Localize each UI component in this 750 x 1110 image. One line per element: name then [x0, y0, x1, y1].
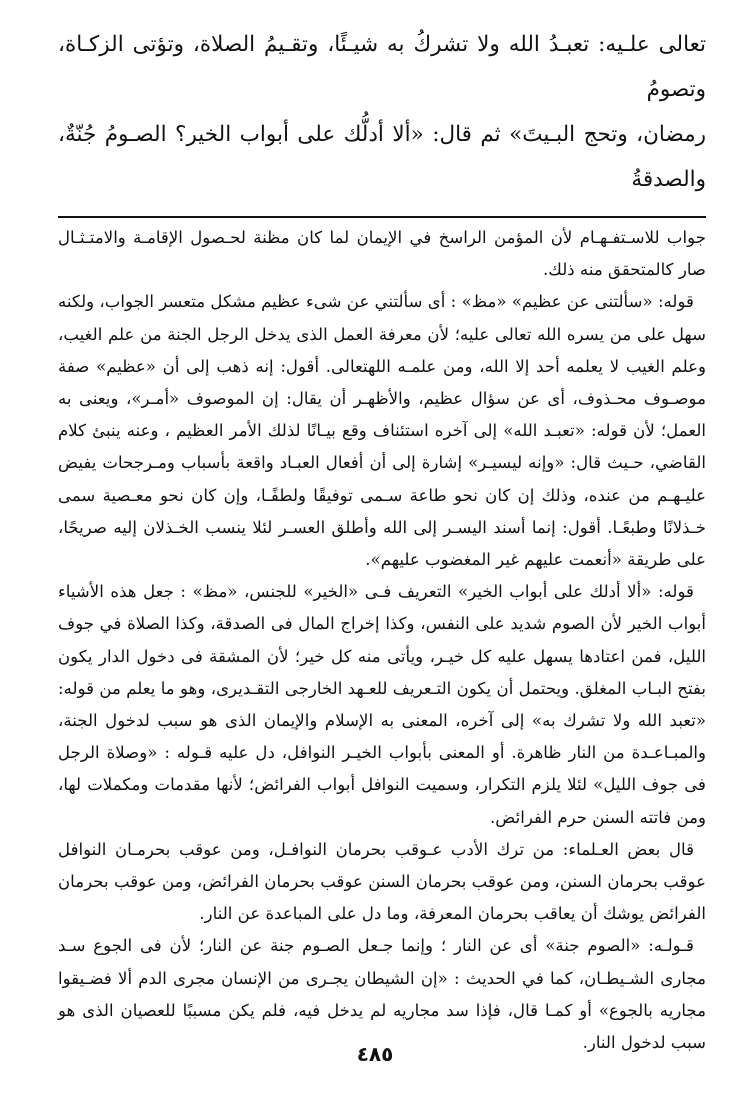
commentary-paragraph: جواب للاسـتفـهـام لأن المؤمن الراسخ في الإيمان لما كان مظنة لحـصول الإقامـة والامتـثـال صار كالمتحقق منه ذلك.	[58, 228, 706, 280]
hadith-text	[58, 22, 706, 202]
page-number: ٤٨٥	[356, 1042, 394, 1066]
page-content	[58, 22, 706, 1059]
commentary-paragraph: قوله: «ألا أدلك على أبواب الخير» التعريف فـى «الخير» للجنس، «مظ» : جعل هذه الأشياء أبواب الخير لأن الصوم شديد على النفس، وكذا إخراج المال فى الصدقة، وكذا الصلاة في جوف الليل، فمن اعتادها يسهل عليه كل خيـر، ويأتى منه كل خير؛ لأن المشقة فى دخول الدار يكون بفتح البـاب المغلق. ويحتمل أن يكون التـعريف للعـهد الخارجى التقـديرى، وهو ما يعلم من قوله: «تعبد الله ولا تشرك به» إلى آخره، المعنى به الإسلام والإيمان الذى هو سبب لدخول الجنة، والمبـاعـدة من النار ظاهرة. أو المعنى بأبواب الخيـر النوافل، دل عليه قـوله : «وصلاة الرجل فى جوف الليل» لئلا يلزم التكرار، وسميت النوافل أبواب الفرائض؛ لأنها مقدمات ومكملات لها، ومن فاتته السنن حرم الفرائض.	[58, 582, 706, 827]
commentary	[58, 222, 706, 1059]
commentary-paragraph: قال بعض العـلماء: من ترك الأدب عـوقب بحرمان النوافـل، ومن عوقب بحرمـان النوافل عوقب بحرمان السنن، ومن عوقب بحرمان السنن عوقب بحرمان الفرائض، ومن عوقب بحرمان الفرائض يوشك أن يعاقب بحرمان المعرفة، وما دل على المباعدة عن النار.	[58, 839, 706, 924]
commentary-paragraph: قـولـه: «الصوم جنة» أى عن النار ؛ وإنما جـعل الصـوم جنة عن النار؛ لأن فى الجوع سـد مجارى الشـيطـان، كما في الحديث : «إن الشيطان يجـرى من الإنسان مجرى الدم ألا فضـيقوا مجاريه بالجوع» أو كمـا قال، فإذا سد مجاريه لم يدخل فيه، فلم يكن مسببًا للعصيان الذى هو سبب لدخول النار.	[58, 936, 706, 1053]
commentary-paragraph: قوله: «سألتنى عن عظيم» «مظ» : أى سألتني عن شىء عظيم مشكل متعسر الجواب، ولكنه سهل على من يسره الله تعالى عليه؛ لأن معرفة العمل الذى يدخل الرجل الجنة من علم الغيب، وعلم الغيب لا يعلمه أحد إلا الله، ومن علمـه اللهتعالى. أقول: إنه ذهب إلى أن «عظيم» صفة موصـوف محـذوف، أى عن سؤال عظيم، والأظهـر أن يقال: إن الموصوف «أمـر»، ويعنى به العمل؛ لأن قوله: «تعبـد الله» إلى آخره استئناف وقع بيـانًا لذلك الأمر العظيم ، وعنه ينبئ كلام القاضي، حـيث قال: «وإنه ليسيـر» إشارة إلى أن أفعال العبـاد واقعة بأسباب ومـرجحات يفيض عليـهـم من عنده، وذلك إن كان نحو طاعة سـمى توفيقًا ولطفًـا، وإن كان نحو معـصية سمى خـذلانًا وطبعًـا. أقول: إنما أسند اليسـر إلى الله وأطلق العسـر لئلا ينسب الخـذلان إليه صريحًا، على طريقة «أنعمت عليهم غير المغضوب عليهم».	[58, 292, 706, 570]
hadith-line-1: تعالى علـيه: تعبـدُ الله ولا تشركُ به شيـئًا، وتقـيمُ الصلاة، وتؤتى الزكـاة، وتصومُ	[58, 32, 706, 102]
divider-rule	[58, 216, 706, 218]
hadith-line-2: رمضان، وتحج البـيتَ» ثم قال: «ألا أدلُّك على أبواب الخير؟ الصـومُ جُنّةٌ، والصدقةُ	[58, 122, 706, 192]
